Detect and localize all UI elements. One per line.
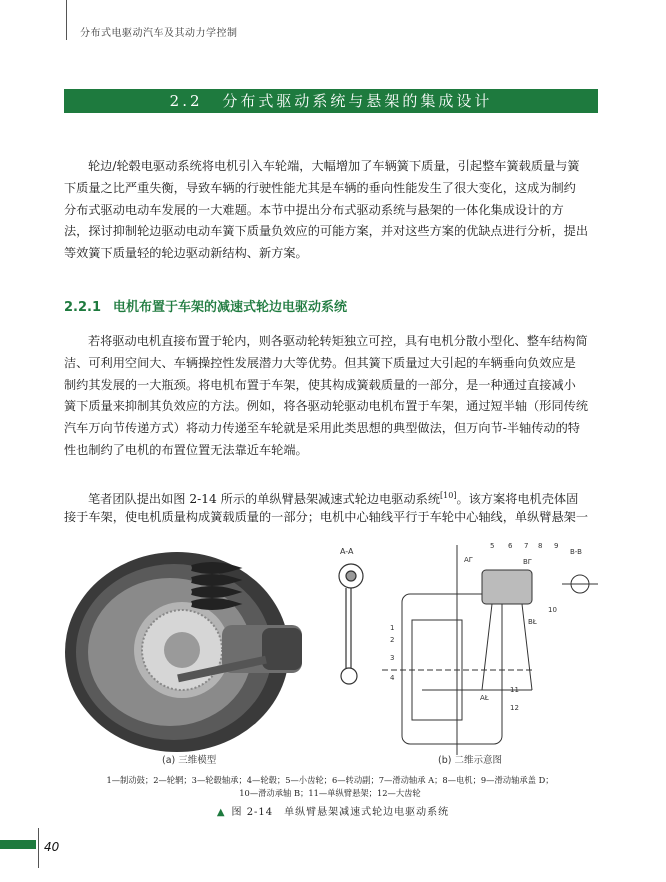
text-line: 性也制约了电机的布置位置无法靠近车轮端。 [64, 442, 308, 457]
text-line: 汽车万向节传递方式）将动力传递至车轮就是采用此类思想的典型做法，但万向节-半轴传动的特 [64, 421, 580, 436]
section-number: 2.2 [169, 92, 203, 110]
figure-title: 图 2-14 单纵臂悬架减速式轮边电驱动系统 [231, 807, 450, 818]
page-marker-bar [0, 840, 36, 849]
page-rule [38, 828, 39, 868]
schematic-labels [390, 542, 582, 712]
citation: [10] [440, 491, 457, 500]
header-rule [66, 0, 67, 40]
part-number: 10 [548, 606, 557, 614]
running-title: 分布式电驱动汽车及其动力学控制 [80, 28, 238, 39]
text-line: 等效簧下质量轻的轮边驱动新结构、新方案。 [64, 246, 308, 261]
part-number: 5 [490, 542, 495, 550]
figure-legend-line: 10—滑动承轴 B；11—单纵臂悬架；12—大齿轮 [239, 788, 421, 798]
part-number: 9 [554, 542, 559, 550]
section-label: AŁ [480, 694, 489, 702]
wheel-3d-model [65, 552, 302, 752]
text-line: 下质量之比严重失衡，导致车辆的行驶性能尤其是车辆的垂向性能发生了很大变化，这成为制约 [64, 180, 576, 195]
text-line: 若将驱动电机直接布置于轮内，则各驱动轮转矩独立可控，具有电机分散小型化、整车结构简 [88, 334, 588, 348]
section-banner [64, 89, 598, 113]
text-segment: 。该方案将电机壳体固 [456, 492, 579, 507]
part-number: 3 [390, 654, 395, 662]
part-number: 6 [508, 542, 513, 550]
text-line: 分布式驱动电动车发展的一大难题。本节中提出分布式驱动系统与悬架的一体化集成设计的方 [64, 202, 564, 217]
subsection-heading [64, 296, 347, 315]
section-label: A-A [340, 547, 354, 556]
schematic-2d [382, 545, 598, 755]
figure-2-14 [62, 540, 602, 770]
text-segment: 笔者团队提出如图 2-14 所示的单纵臂悬架减速式轮边电驱动系统 [88, 492, 441, 507]
section-title: 分布式驱动系统与悬架的集成设计 [222, 92, 493, 110]
text-line: 簧下质量来抑制其负效应的方法。例如，将各驱动轮驱动电机布置于车架，通过短半轴（形同传统 [64, 399, 589, 414]
paragraph-1 [64, 331, 598, 462]
section-aa-view [339, 547, 363, 684]
part-number: 2 [390, 636, 395, 644]
part-number: 1 [390, 624, 395, 632]
text-line: 接于车架，使电机质量构成簧载质量的一部分；电机中心轴线平行于车轮中心轴线，单纵臂悬架一 [64, 509, 589, 524]
part-number: 4 [390, 674, 395, 682]
section-label: BΓ [523, 558, 532, 566]
subsection-title: 电机布置于车架的减速式轮边电驱动系统 [113, 300, 348, 315]
section-label: BŁ [528, 618, 537, 626]
part-number: 7 [524, 542, 529, 550]
section-label: B-B [570, 548, 582, 556]
part-number: 12 [510, 704, 519, 712]
paragraph-2 [64, 485, 598, 529]
triangle-icon: ▲ [216, 807, 226, 818]
text-line: 洁、可利用空间大、车辆操控性发展潜力大等优势。但其簧下质量过大引起的车辆垂向负效应是 [64, 355, 576, 370]
text-line: 轮边/轮毂电驱动系统将电机引入车轮端，大幅增加了车辆簧下质量，引起整车簧载质量与簧 [88, 159, 580, 173]
caption-3d-model: (a) 三维模型 [162, 755, 217, 766]
text-line: 制约其发展的一大瓶颈。将电机布置于车架，使其构成簧载质量的一部分，是一种通过直接减小 [64, 377, 576, 392]
caption-2d-schematic: (b) 二维示意图 [438, 755, 502, 766]
part-number: 11 [510, 686, 519, 694]
part-number: 8 [538, 542, 543, 550]
section-label: AΓ [464, 556, 473, 564]
figure-caption [0, 803, 666, 818]
text-line [64, 485, 598, 507]
intro-paragraph [64, 156, 598, 265]
page-number: 40 [44, 840, 60, 854]
figure-legend-line: 1—制动鼓；2—轮辋；3—轮毂轴承；4—轮毂；5—小齿轮；6—转动副；7—滑动轴承 A；8—电机；9—滑动轴承盖 D； [106, 775, 554, 785]
text-line: 法，探讨抑制轮边驱动电动车簧下质量负效应的可能方案，并对这些方案的优缺点进行分析，提出 [64, 224, 589, 239]
subsection-number: 2.2.1 [64, 300, 102, 315]
